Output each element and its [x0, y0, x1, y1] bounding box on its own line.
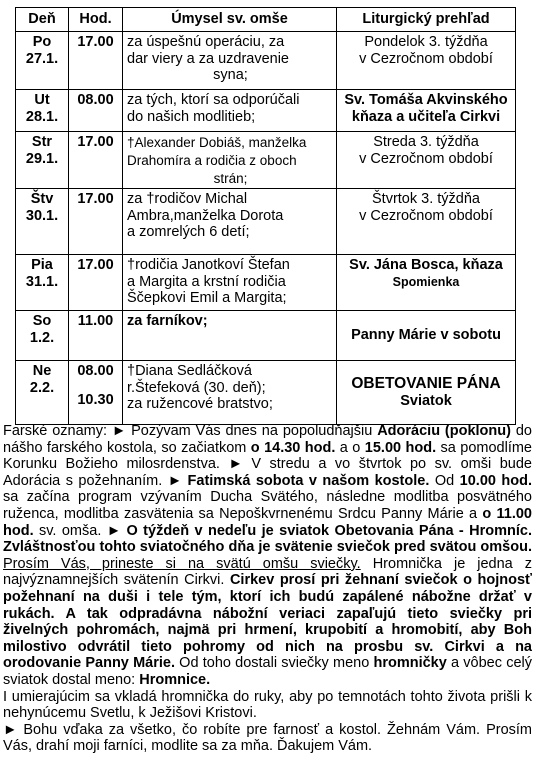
- header-day: Deň: [16, 8, 69, 32]
- row-day: Ne: [32, 363, 52, 379]
- row-day: Štv: [30, 191, 54, 207]
- row-date: 2.2.: [29, 379, 55, 396]
- row-intention-line: a Margita a krstní rodičia: [127, 273, 286, 290]
- row-hour: 17.00: [77, 34, 114, 50]
- table-row: [16, 255, 516, 311]
- row-hour: 17.00: [77, 257, 114, 273]
- row-intention-line: r.Štefeková (30. deň);: [127, 379, 266, 396]
- row-intention-line: za tých, ktorí sa odporúčali: [127, 92, 300, 108]
- row-day: Ut: [34, 92, 50, 108]
- parish-announcements: [3, 423, 532, 755]
- row-intention-line: za †rodičov Michal: [127, 191, 248, 207]
- row-date: 29.1.: [25, 150, 59, 167]
- row-liturgy-line: kňaza a učiteľa Cirkvi: [351, 108, 501, 125]
- header-intention: Úmysel sv. omše: [123, 8, 337, 32]
- table-row: [16, 311, 516, 361]
- row-liturgy-line: Štvrtok 3. týždňa: [372, 191, 480, 207]
- row-intention-line: za ružencové bratstvo;: [127, 396, 273, 412]
- table-row: [16, 90, 516, 132]
- header-hour: Hod.: [69, 8, 123, 32]
- row-date: 31.1.: [25, 273, 59, 290]
- row-intention-line: za úspešnú operáciu, za: [127, 34, 285, 50]
- row-intention-line: †Alexander Dobiáš, manželka: [127, 135, 307, 150]
- row-date: 1.2.: [29, 329, 55, 346]
- row-date: 30.1.: [25, 207, 59, 224]
- row-liturgy-line: v Cezročnom období: [359, 50, 493, 67]
- announcement-paragraph: I umierajúcim sa vkladá hromnička do ruky, aby po temnotách tohto života prišli k nehynúcemu Svetlu, k Ježišovi Kristovi.: [3, 688, 532, 722]
- row-day: Pia: [31, 257, 53, 273]
- row-liturgy-line: Sv. Jána Bosca, kňaza: [349, 257, 503, 273]
- row-intention-line: †Diana Sedláčková: [127, 363, 252, 379]
- row-liturgy-line: v Cezročnom období: [359, 150, 493, 167]
- row-liturgy-line: Sviatok: [400, 392, 452, 409]
- header-liturgy: Liturgický prehľad: [337, 8, 516, 32]
- table-header-row: [16, 8, 516, 32]
- row-intention-line: strán;: [213, 171, 248, 186]
- row-hour: 17.00: [77, 191, 114, 207]
- row-day: So: [32, 313, 52, 329]
- row-date: 27.1.: [25, 50, 59, 67]
- row-intention-line: Drahomíra a rodičia z oboch: [127, 153, 297, 168]
- row-liturgy-line: Pondelok 3. týždňa: [364, 34, 488, 50]
- table-row: [16, 189, 516, 255]
- row-hour: 10.30: [77, 391, 114, 408]
- row-hour: 17.00: [77, 134, 114, 150]
- row-intention-line: dar viery a za uzdravenie: [127, 50, 289, 67]
- row-intention-line: syna;: [213, 67, 248, 83]
- row-hour: 11.00: [77, 313, 114, 329]
- row-day: Po: [32, 34, 52, 50]
- announcement-paragraph: Farské oznamy: ► Pozývam Vás dnes na popoludňajšiu Adoráciu (poklonu) do nášho farského kostola, so začiatkom o 14.30 hod. a o 15.00 hod. sa pomodlíme Korunku Božieho milosrdenstva. ► V stredu a vo štvrtok po sv. omši bude Adorácia s požehnaním. ► Fatimská sobota v našom kostole. Od 10.00 hod. sa začína program vzývaním Ducha Svätého, následne modlitba posvätného ruženca, modlitba zasvätenia sa Nepoškvrnenému Srdcu Panny Márie a o 11.00 hod. sv. omša. ► O týždeň v nedeľu je sviatok Obetovania Pána - Hromníc. Zvláštnosťou tohto sviatočného dňa je svätenie sviečok pred svätou omšou. Prosím Vás, prineste si na svätú omšu sviečky. Hromnička je jedna z najvýznamnejších svätenín Cirkvi. Cirkev prosí pri žehnaní sviečok o hojnosť požehnaní na duši i tele tým, ktorí ich budú zapálené nábožne držať v rukách. A tak odpradávna nábožní veriaci zapaľujú tieto sviečky pri živelných pohromách, najmä pri hrmení, krupobití a hromobití, aby Boh milostivo odvrátil tieto pohromy od nich na prosbu sv. Cirkvi a na orodovanie Panny Márie. Od toho dostali sviečky meno hromničky a vôbec celý sviatok dostal meno: Hromnice.: [3, 423, 533, 688]
- row-liturgy-line: Panny Márie v sobotu: [351, 327, 501, 344]
- table-row: [16, 32, 516, 90]
- row-intention-line: Ambra,manželka Dorota: [127, 207, 284, 224]
- row-liturgy-line: v Cezročnom období: [359, 207, 493, 224]
- row-liturgy-line: OBETOVANIE PÁNA: [351, 375, 501, 392]
- row-day: Str: [31, 134, 53, 150]
- row-date: 28.1.: [25, 108, 59, 125]
- announcement-paragraph: ► Bohu vďaka za všetko, čo robíte pre farnosť a kostol. Žehnám Vám. Prosím Vás, drahí moji farníci, modlite sa za mňa. Ďakujem Vám.: [3, 721, 532, 755]
- row-liturgy-line: Streda 3. týždňa: [373, 134, 479, 150]
- row-intention-line: a zomrelých 6 detí;: [127, 224, 250, 240]
- row-intention-line: za farníkov;: [127, 313, 208, 329]
- table-row: [16, 361, 516, 425]
- row-intention-line: Ščepkovi Emil a Margita;: [127, 290, 287, 306]
- row-liturgy-line: Spomienka: [392, 274, 460, 289]
- row-liturgy-line: Sv. Tomáša Akvinského: [344, 92, 508, 108]
- mass-schedule-table: [15, 7, 516, 425]
- row-intention-line: do našich modlitieb;: [127, 108, 256, 125]
- row-hour: 08.00: [77, 92, 114, 108]
- row-intention-line: †rodičia Janotkoví Štefan: [127, 257, 290, 273]
- row-hour: 08.00: [77, 363, 114, 379]
- table-row: [16, 132, 516, 189]
